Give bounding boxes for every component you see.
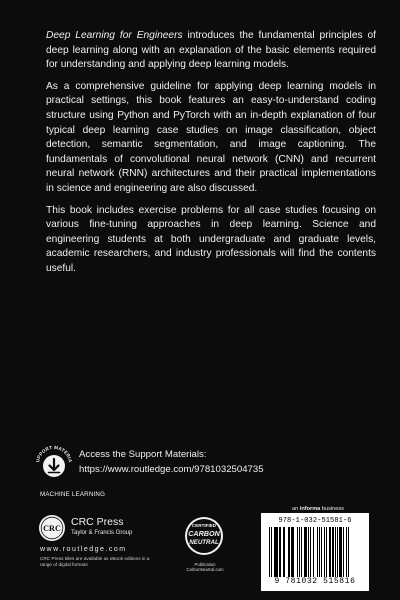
seal-carbon-text: CARBON: [188, 529, 220, 538]
carbon-neutral-seal: [182, 512, 226, 562]
crc-logo-text: CRC: [43, 523, 61, 533]
support-material-icon: [32, 442, 76, 486]
barcode-bar: [284, 527, 285, 577]
carbon-label: Publication: [194, 562, 216, 567]
barcode-bar: [346, 527, 348, 577]
subject-category: MACHINE LEARNING: [40, 491, 106, 498]
isbn-text: 978-1-032-51581-6: [278, 517, 352, 525]
barcode-bar: [313, 527, 314, 577]
blurb-paragraph-2: As a comprehensive guideline for applying deep learning models in practical settings, this book features an easy-to-understand coding structure using Python and PyTorch with an in-depth explanation of four typical deep learning case studies on image classification, object detection, semantic segmentation, and image captioning. The fundamentals of convolutional neural network (CNN) and recurrent neural network (RNN) architectures and their practical implementations in science and engineering are also discussed.: [46, 80, 376, 194]
publisher-name: CRC Press: [71, 516, 124, 528]
barcode-bar: [332, 527, 334, 577]
barcode-bar: [269, 527, 270, 577]
barcode-bar: [291, 527, 292, 577]
barcode-bar: [308, 527, 309, 577]
carbon-site: CarbonNeutral.com: [186, 567, 224, 573]
support-url[interactable]: https://www.routledge.com/9781032504735: [79, 463, 264, 475]
book-title: Deep Learning for Engineers: [46, 30, 183, 41]
barcode-bar: [335, 527, 336, 577]
barcode-bar: [292, 527, 294, 577]
seal-certified-text: CERTIFIED: [191, 523, 217, 528]
informa-brand: informa: [299, 506, 321, 512]
publisher-website[interactable]: www.routledge.com: [40, 546, 127, 553]
blurb-paragraph-3: This book includes exercise problems for all case studies focusing on various fine-tuning approaches in deep learning. Science and engineering students at both undergraduate and graduate levels, academic researchers, and industry professionals will find the contents useful.: [46, 204, 376, 274]
barcode-number: 9 781032 515816: [274, 577, 356, 586]
seal-neutral-text: NEUTRAL: [189, 539, 219, 546]
barcode: [269, 527, 361, 577]
barcode-bar: [329, 527, 331, 577]
barcode-bar: [343, 527, 344, 577]
barcode-bar: [275, 527, 278, 577]
support-icon-text: UPPORT MATERIA: [35, 444, 73, 463]
support-text: [79, 448, 264, 477]
barcode-bar: [297, 527, 298, 577]
barcode-bar: [319, 527, 321, 577]
barcode-bar: [304, 527, 307, 577]
crc-press-logo: [38, 514, 66, 542]
barcode-bar: [299, 527, 301, 577]
back-cover-blurb: [46, 29, 376, 277]
blurb-paragraph-1: [46, 29, 376, 73]
barcode-bar: [339, 527, 342, 577]
barcode-bar: [274, 527, 275, 577]
barcode-bar: [317, 527, 318, 577]
barcode-bar: [324, 527, 325, 577]
barcode-bar: [283, 527, 284, 577]
informa-business: [292, 506, 344, 512]
informa-suffix: business: [320, 506, 344, 512]
barcode-bar: [337, 527, 338, 577]
carbon-seal-caption: [180, 562, 230, 573]
barcode-bar: [310, 527, 312, 577]
barcode-bar: [288, 527, 290, 577]
ebook-note: CRC Press titles are available as eBook editions in a range of digital formats: [40, 556, 150, 568]
barcode-bar: [279, 527, 281, 577]
barcode-bar: [271, 527, 272, 577]
isbn-barcode-box: [261, 513, 369, 591]
barcode-bar: [321, 527, 322, 577]
blurb-paragraph-1-text: introduces the fundamental principles of deep learning along with an explanation of the basic elements required for understanding and applying deep learning models.: [46, 30, 377, 71]
support-materials: [32, 442, 372, 482]
informa-prefix: an: [292, 506, 300, 512]
publisher-group: Taylor & Francis Group: [71, 530, 133, 536]
barcode-bar: [348, 527, 349, 577]
support-title: Access the Support Materials:: [79, 449, 207, 460]
barcode-bar: [301, 527, 302, 577]
barcode-bar: [326, 527, 327, 577]
